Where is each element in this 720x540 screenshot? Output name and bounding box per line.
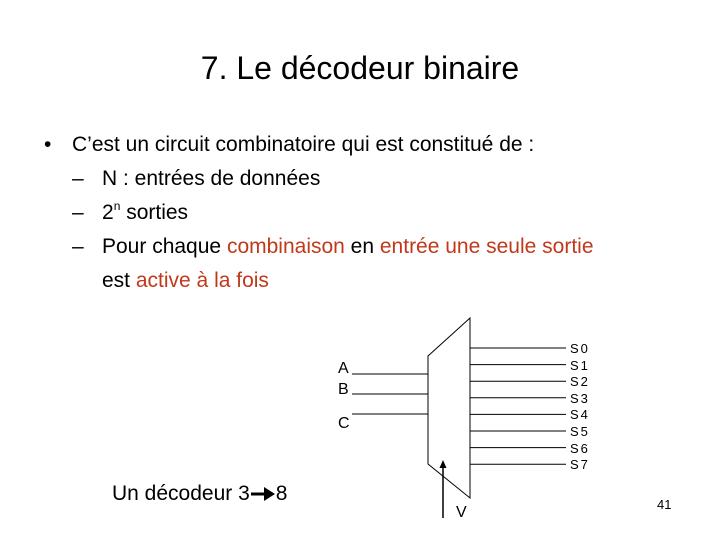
decoder-body <box>428 318 470 498</box>
output-label-s6: S6 <box>570 440 590 456</box>
dash-icon: – <box>72 167 84 190</box>
enable-arrow-icon <box>440 460 447 468</box>
output-label-s1: S1 <box>570 357 590 373</box>
output-label-s2: S2 <box>570 374 590 390</box>
rule-highlight-combinaison: combinaison <box>226 235 345 258</box>
output-label-s7: S7 <box>570 457 590 473</box>
bullet-main-text: C’est un circuit combinatoire qui est constitué de : <box>72 133 535 156</box>
sub-bullet-outputs-exponent: n <box>113 199 121 213</box>
output-label-s3: S3 <box>570 390 590 406</box>
caption-prefix: Un décodeur 3 <box>112 482 250 505</box>
dash-icon: – <box>72 235 84 258</box>
dash-icon: – <box>72 201 84 224</box>
output-label-s4: S4 <box>570 407 590 423</box>
page-number: 41 <box>657 497 672 512</box>
rule-highlight-active: active à la fois <box>135 269 269 292</box>
input-label-a: A <box>338 360 349 377</box>
enable-label: V <box>456 504 467 521</box>
bullet-dot-icon: • <box>44 133 52 156</box>
input-label-c: C <box>338 415 350 432</box>
rule-highlight-entree: entrée une seule sortie <box>379 235 594 258</box>
sub-bullet-outputs-text: sorties <box>120 201 189 224</box>
rule-text-3: est <box>102 269 136 292</box>
rule-text-2: en <box>344 235 380 258</box>
sub-bullet-outputs-base: 2 <box>102 201 114 224</box>
decoder-caption <box>112 480 287 508</box>
slide-title: 7. Le décodeur binaire <box>200 50 520 86</box>
sub-bullet-inputs-text: N : entrées de données <box>102 167 321 190</box>
right-arrow-icon <box>250 486 276 502</box>
output-labels <box>570 341 590 474</box>
output-label-s5: S5 <box>570 423 590 439</box>
input-label-b: B <box>338 381 349 398</box>
rule-text-1: Pour chaque <box>102 235 227 258</box>
output-label-s0: S0 <box>570 341 590 356</box>
caption-suffix: 8 <box>275 482 288 505</box>
